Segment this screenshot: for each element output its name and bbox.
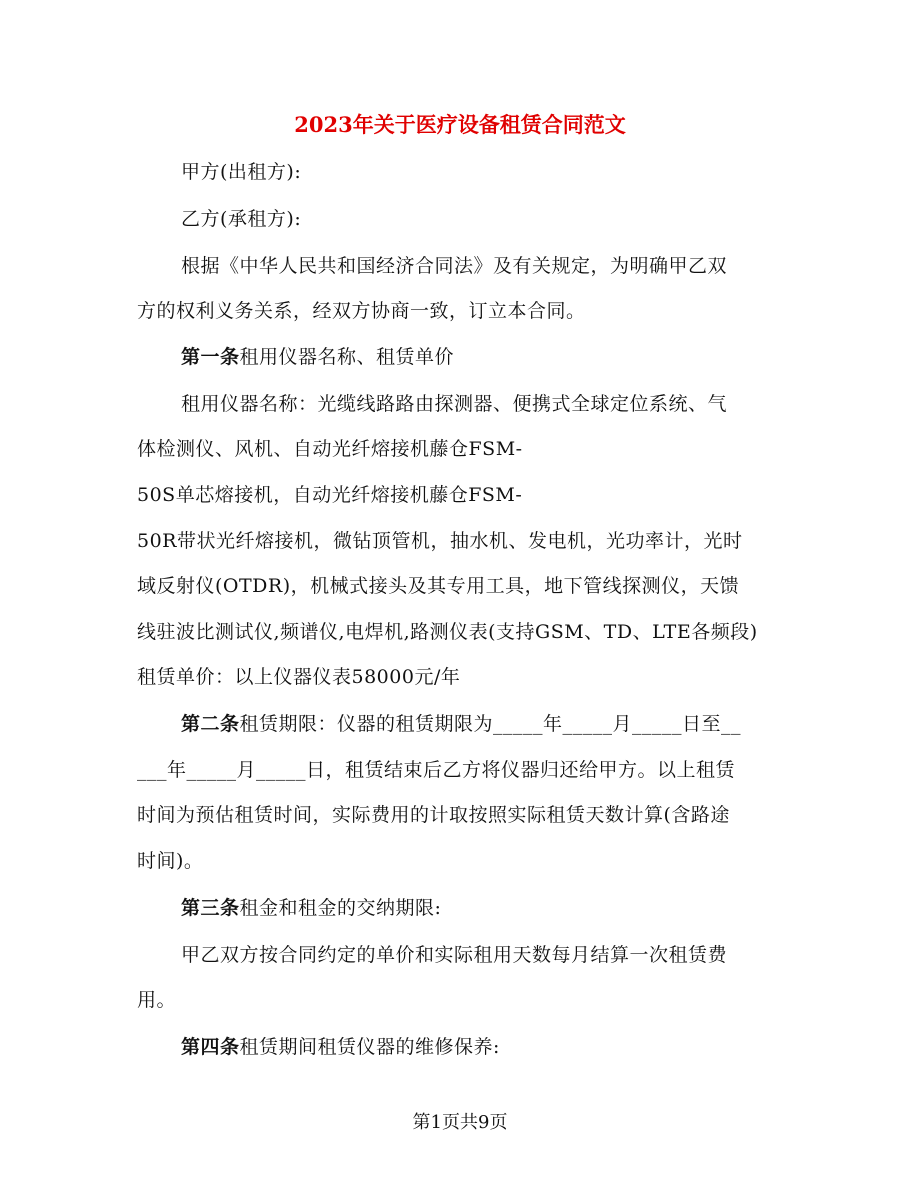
article3-title: 租金和租金的交纳期限:: [239, 897, 442, 919]
intro-line-1: 根据《中华人民共和国经济合同法》及有关规定，为明确甲乙双: [181, 255, 728, 277]
article1-line-1: 租用仪器名称：光缆线路路由探测器、便携式全球定位系统、气: [181, 393, 728, 415]
article4-heading-line: [181, 1032, 500, 1062]
article2-line-2: ___年_____月_____日，租赁结束后乙方将仪器归还给甲方。以上租赁: [137, 759, 736, 781]
article1-heading-line: [181, 342, 454, 372]
article1-line-5: 域反射仪(OTDR)，机械式接头及其专用工具，地下管线探测仪，天馈: [137, 575, 740, 597]
article2-heading: 第二条: [181, 713, 240, 735]
article2-line-1: 租赁期限：仪器的租赁期限为_____年_____月_____日至__: [239, 713, 742, 735]
page-number: 第1页共9页: [412, 1112, 508, 1133]
article1-line-7: 租赁单价：以上仪器仪表58000元/年: [137, 666, 461, 688]
article2-line-3: 时间为预估租赁时间，实际费用的计取按照实际租赁天数计算(含路途: [137, 804, 730, 826]
party-b-line: 乙方(承租方):: [181, 208, 302, 230]
article1-heading: 第一条: [181, 346, 240, 368]
article3-heading-line: [181, 893, 441, 923]
article1-line-6: 线驻波比测试仪,频谱仪,电焊机,路测仪表(支持GSM、TD、LTE各频段): [137, 621, 758, 643]
article1-title: 租用仪器名称、租赁单价: [239, 346, 455, 368]
article3-line-1: 甲乙双方按合同约定的单价和实际租用天数每月结算一次租赁费: [181, 944, 728, 966]
article1-line-4: 50R带状光纤熔接机，微钻顶管机，抽水机、发电机，光功率计，光时: [137, 530, 743, 552]
article1-line-2: 体检测仪、风机、自动光纤熔接机藤仓FSM-: [137, 438, 523, 460]
document-title: 2023年关于医疗设备租赁合同范文: [294, 112, 626, 137]
article2-line-1-wrap: [181, 709, 741, 739]
article2-line-4: 时间)。: [137, 850, 204, 872]
intro-line-2: 方的权利义务关系，经双方协商一致，订立本合同。: [137, 300, 586, 322]
article4-heading: 第四条: [181, 1036, 240, 1058]
party-a-line: 甲方(出租方):: [181, 161, 302, 183]
article3-line-2: 用。: [137, 989, 177, 1011]
article1-line-3: 50S单芯熔接机，自动光纤熔接机藤仓FSM-: [137, 484, 523, 506]
article4-title: 租赁期间租赁仪器的维修保养:: [239, 1036, 500, 1058]
article3-heading: 第三条: [181, 897, 240, 919]
